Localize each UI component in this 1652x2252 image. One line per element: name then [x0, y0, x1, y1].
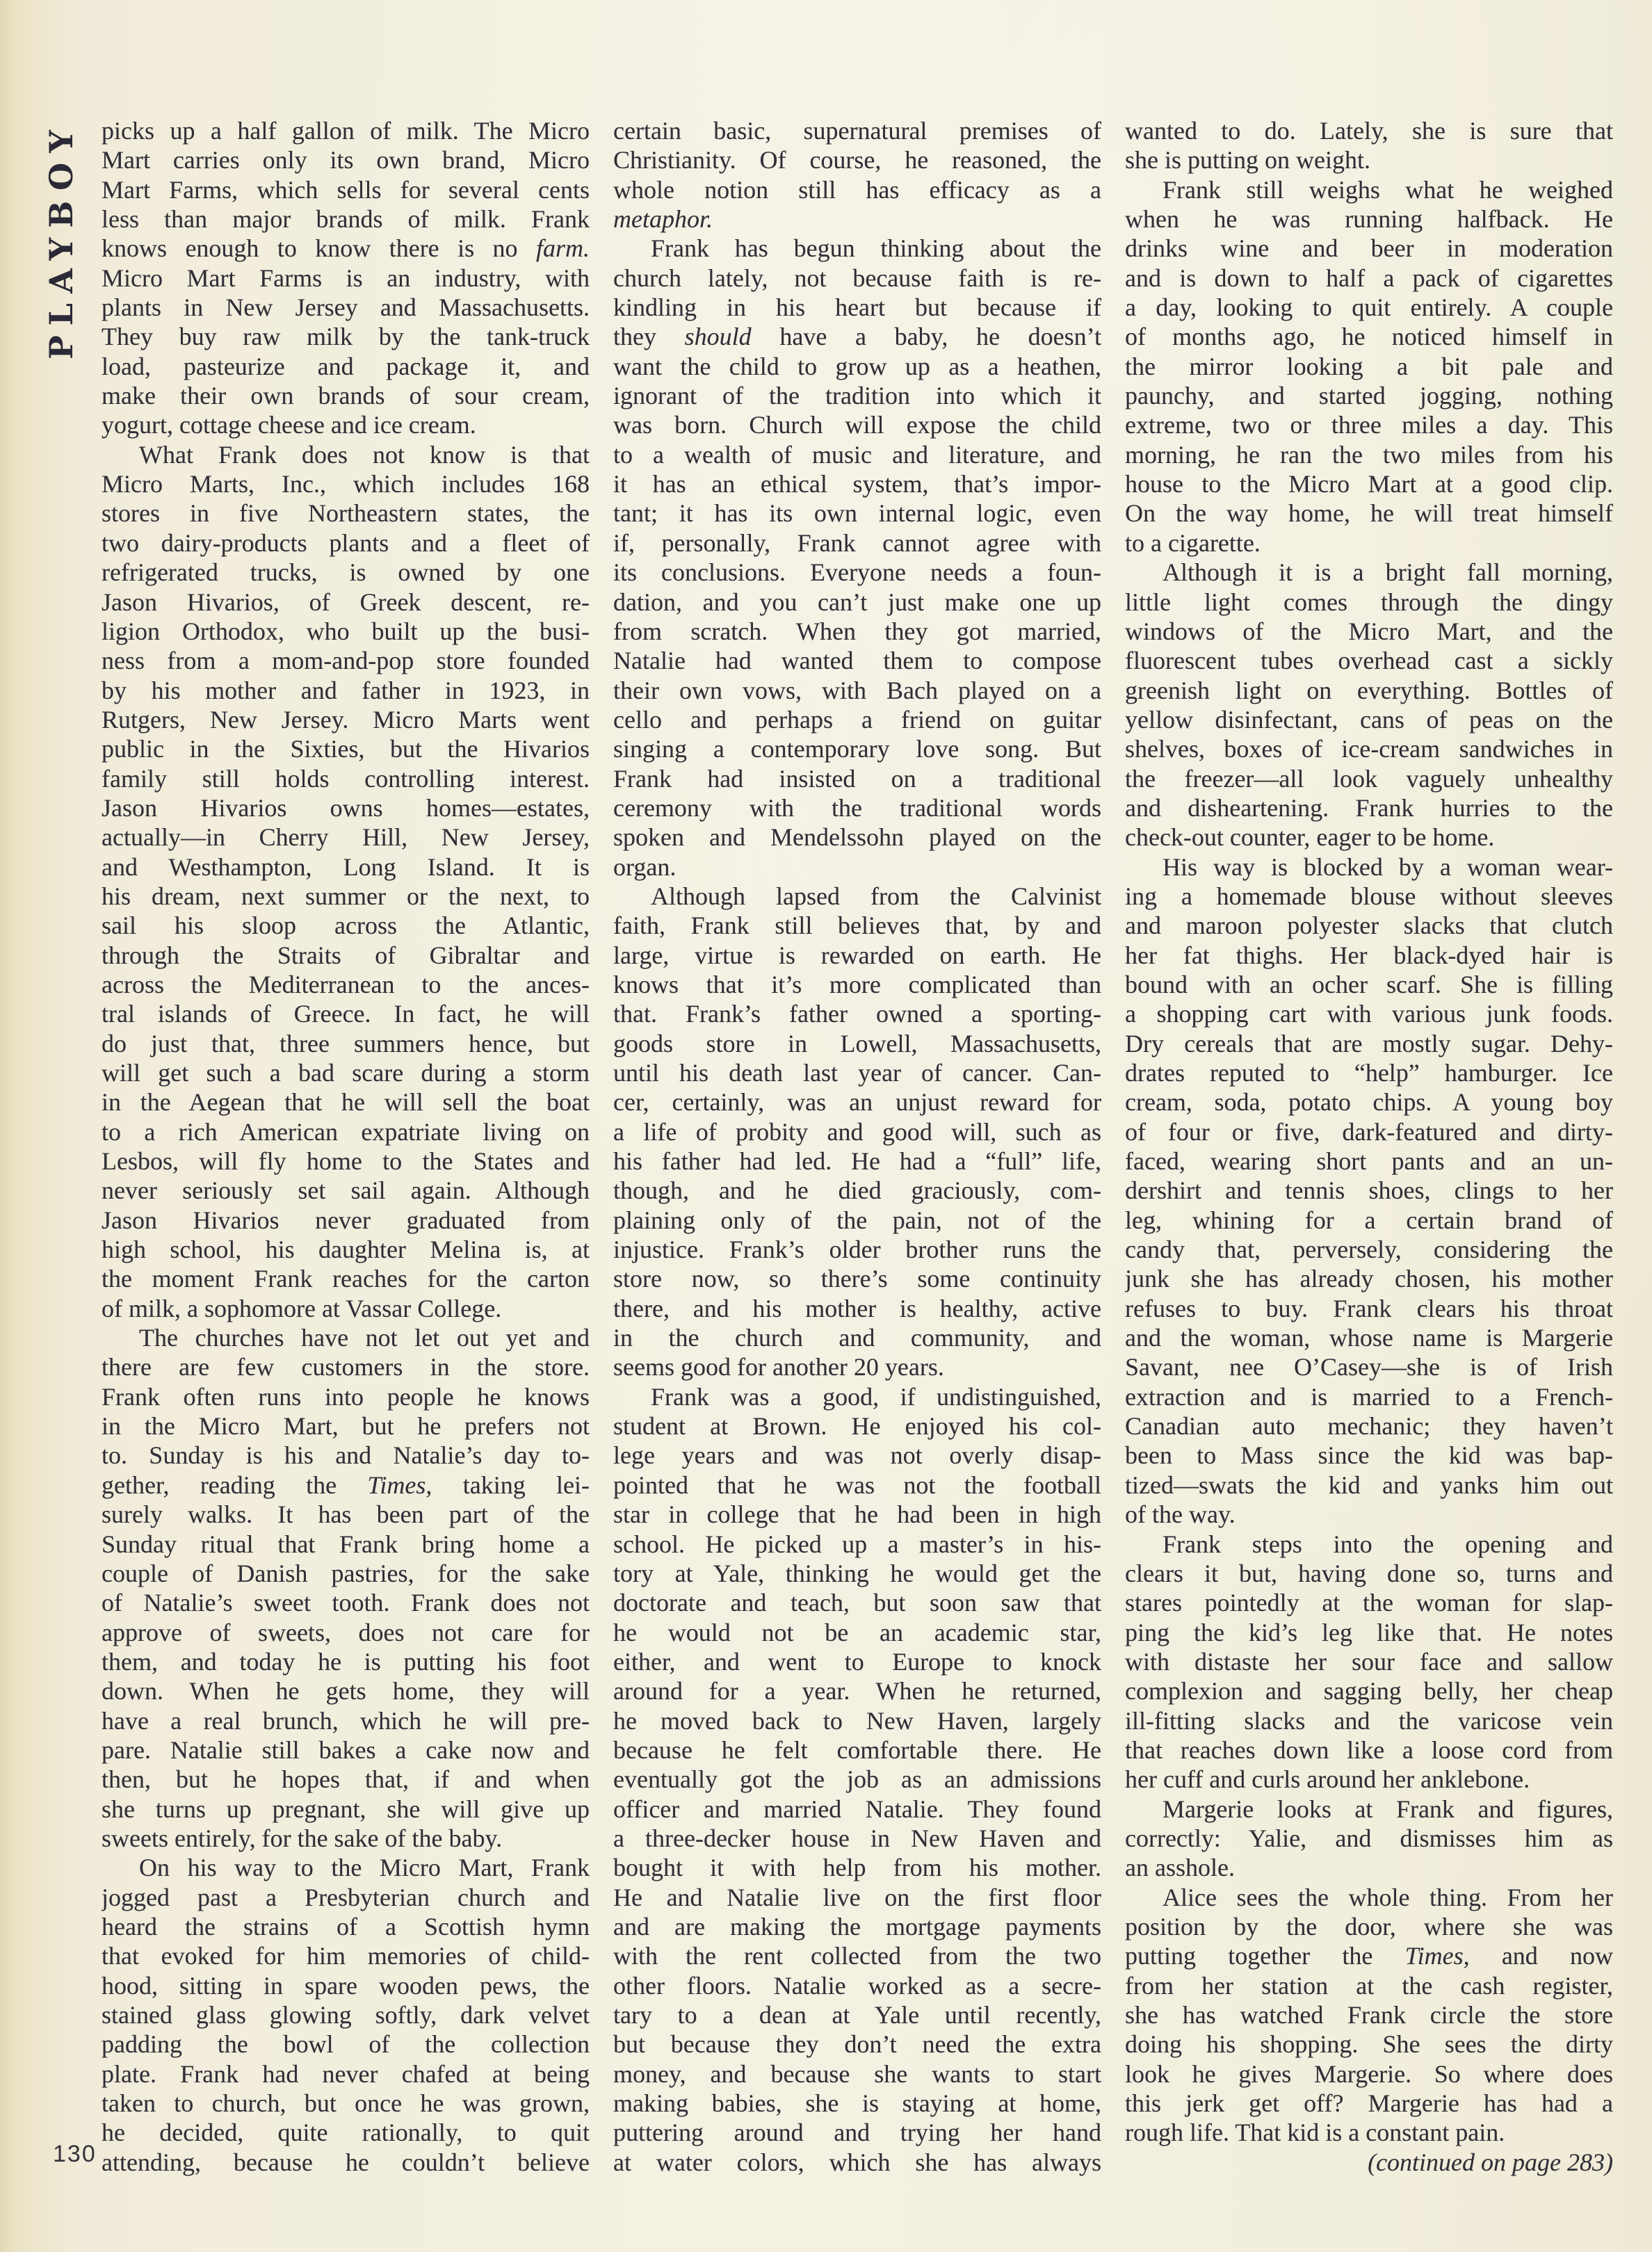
text-line: Savant, nee O’Casey—she is of Irish [1125, 1353, 1613, 1382]
text-line: and are making the mortgage payments [613, 1912, 1101, 1941]
text-line: in the church and community, and [613, 1324, 1101, 1352]
text-line: she turns up pregnant, she will give up [102, 1795, 590, 1823]
text-line: though, and he died graciously, com- [613, 1176, 1101, 1205]
text-line: ceremony with the traditional words [613, 793, 1101, 822]
text-line: tized—swats the kid and yanks him out [1125, 1471, 1613, 1499]
text-line: plants in New Jersey and Massachusetts. [102, 293, 590, 322]
text-line: ping the kid’s leg like that. He notes [1125, 1618, 1613, 1646]
text-line: ill-fitting slacks and the varicose vein [1125, 1706, 1613, 1735]
text-line: couple of Danish pastries, for the sake [102, 1559, 590, 1587]
text-line: a life of probity and good will, such as [613, 1117, 1101, 1146]
text-line: store now, so there’s some continuity [613, 1265, 1101, 1293]
text-line: leg, whining for a certain brand of [1125, 1206, 1613, 1234]
text-line: refrigerated trucks, is owned by one [102, 558, 590, 587]
text-line: money, and because she wants to start [613, 2059, 1101, 2088]
text-line: knows enough to know there is no farm. [102, 234, 590, 263]
text-line: organ. [613, 852, 677, 881]
text-line: a shopping cart with various junk foods. [1125, 1000, 1613, 1028]
text-line: attending, because he couldn’t believe [102, 2148, 590, 2176]
text-line: drinks wine and beer in moderation [1125, 234, 1613, 263]
text-line: and Westhampton, Long Island. It is [102, 852, 590, 881]
text-line: student at Brown. He enjoyed his col- [613, 1412, 1101, 1441]
text-line: that evoked for him memories of child- [102, 1942, 590, 1970]
text-line: its conclusions. Everyone needs a foun- [613, 558, 1101, 587]
text-line: want the child to grow up as a heathen, [613, 352, 1101, 380]
text-line: actually—in Cherry Hill, New Jersey, [102, 823, 590, 852]
page-number: 130 [53, 2141, 97, 2167]
text-line: drates reputed to “help” hamburger. Ice [1125, 1059, 1613, 1087]
text-line: singing a contemporary love song. But [613, 735, 1101, 763]
text-line: position by the door, where she was [1125, 1912, 1613, 1941]
text-line: plate. Frank had never chafed at being [102, 2059, 590, 2088]
text-line: will get such a bad scare during a storm [102, 1059, 590, 1087]
text-line: and maroon polyester slacks that clutch [1125, 912, 1613, 940]
text-line: the moment Frank reaches for the carton [102, 1265, 590, 1293]
text-line: of milk, a sophomore at Vassar College. [102, 1294, 502, 1322]
text-line: candy that, perversely, considering the [1125, 1236, 1613, 1264]
text-line: seems good for another 20 years. [613, 1353, 944, 1382]
text-line: faith, Frank still believes that, by and [613, 912, 1101, 940]
text-line: correctly: Yalie, and dismisses him as [1125, 1824, 1613, 1852]
text-line: Margerie looks at Frank and figures, [1163, 1795, 1613, 1823]
text-line: load, pasteurize and package it, and [102, 352, 590, 380]
text-line: through the Straits of Gibraltar and [102, 941, 590, 969]
text-line: plaining only of the pain, not of the [613, 1206, 1101, 1234]
text-line: Although it is a bright fall morning, [1163, 558, 1613, 587]
text-line: his father had led. He had a “full” life, [613, 1147, 1101, 1176]
text-line: to. Sunday is his and Natalie’s day to- [102, 1441, 590, 1470]
text-line: cello and perhaps a friend on guitar [613, 705, 1101, 734]
text-line: Rutgers, New Jersey. Micro Marts went [102, 705, 590, 734]
text-line: Frank has begun thinking about the [651, 234, 1101, 263]
text-line: sail his sloop across the Atlantic, [102, 912, 590, 940]
text-line: extreme, two or three miles a day. This [1125, 411, 1613, 439]
text-line: officer and married Natalie. They found [613, 1795, 1101, 1823]
text-line: pointed that he was not the football [613, 1471, 1101, 1499]
text-line: Mart carries only its own brand, Micro [102, 146, 590, 175]
text-line: that. Frank’s father owned a sporting- [613, 1000, 1101, 1028]
text-line: making babies, she is staying at home, [613, 2089, 1101, 2118]
magazine-brand-label: PLAYBOY [42, 120, 80, 359]
text-line: with the rent collected from the two [613, 1942, 1101, 1970]
text-line: bought it with help from his mother. [613, 1854, 1101, 1882]
text-line: They buy raw milk by the tank-truck [102, 323, 590, 351]
text-line: her cuff and curls around her anklebone. [1125, 1765, 1530, 1794]
text-line: in the Aegean that he will sell the boat [102, 1088, 590, 1117]
text-line: morning, he ran the two miles from his [1125, 440, 1613, 469]
text-line: stares pointedly at the woman for slap- [1125, 1589, 1613, 1617]
text-line: taken to church, but once he was grown, [102, 2089, 590, 2118]
text-line: yellow disinfectant, cans of peas on the [1125, 705, 1613, 734]
text-line: Jason Hivarios owns homes—estates, [102, 793, 590, 822]
text-line: surely walks. It has been part of the [102, 1500, 590, 1529]
text-line: she is putting on weight. [1125, 146, 1370, 175]
text-line: picks up a half gallon of milk. The Micro [102, 117, 590, 145]
text-line: house to the Micro Mart at a good clip. [1125, 470, 1613, 499]
text-line: Christianity. Of course, he reasoned, the [613, 146, 1101, 175]
text-line: heard the strains of a Scottish hymn [102, 1912, 590, 1941]
text-line: do just that, three summers hence, but [102, 1029, 590, 1058]
text-line: other floors. Natalie worked as a secre- [613, 1971, 1101, 2000]
text-line: cer, certainly, was an unjust reward for [613, 1088, 1101, 1117]
text-line: because he felt comfortable there. He [613, 1735, 1101, 1764]
text-line: On the way home, he will treat himself [1125, 499, 1613, 528]
text-line: bound with an ocher scarf. She is filling [1125, 970, 1613, 998]
text-line: doing his shopping. She sees the dirty [1125, 2030, 1613, 2059]
text-line: when he was running halfback. He [1125, 205, 1613, 234]
text-line: with distaste her sour face and sallow [1125, 1647, 1613, 1676]
text-line: jogged past a Presbyterian church and [102, 1883, 590, 1911]
text-line: their own vows, with Bach played on a [613, 676, 1101, 704]
text-line: Canadian auto mechanic; they haven’t [1125, 1412, 1613, 1441]
text-line: refuses to buy. Frank clears his throat [1125, 1294, 1613, 1322]
text-line: yogurt, cottage cheese and ice cream. [102, 411, 476, 439]
text-line: Lesbos, will fly home to the States and [102, 1147, 590, 1176]
text-line: she has watched Frank circle the store [1125, 2001, 1613, 2029]
text-line: greenish light on everything. Bottles of [1125, 676, 1613, 704]
text-line: Frank still weighs what he weighed [1163, 175, 1613, 204]
text-line: family still holds controlling interest. [102, 764, 590, 793]
text-line: around for a year. When he returned, [613, 1677, 1101, 1706]
text-line: high school, his daughter Melina is, at [102, 1236, 590, 1264]
text-line: Jason Hivarios never graduated from [102, 1206, 590, 1234]
text-line: complexion and sagging belly, her cheap [1125, 1677, 1613, 1706]
text-line: star in college that he had been in high [613, 1500, 1101, 1529]
text-line: a three-decker house in New Haven and [613, 1824, 1101, 1852]
article-columns [102, 116, 1613, 2177]
text-line: pare. Natalie still bakes a cake now and [102, 1735, 590, 1764]
text-line: stores in five Northeastern states, the [102, 499, 590, 528]
text-line: windows of the Micro Mart, and the [1125, 617, 1613, 645]
text-line: of Natalie’s sweet tooth. Frank does not [102, 1589, 590, 1617]
text-line: cream, soda, potato chips. A young boy [1125, 1088, 1613, 1117]
text-line: been to Mass since the kid was bap- [1125, 1441, 1613, 1470]
text-line: to a cigarette. [1125, 528, 1261, 557]
text-line: putting together the Times, and now [1125, 1942, 1613, 1970]
text-line: Although lapsed from the Calvinist [651, 882, 1101, 910]
text-line: lege years and was not overly disap- [613, 1441, 1101, 1470]
text-line: ligion Orthodox, who built up the busi- [102, 617, 590, 645]
text-line: metaphor. [613, 205, 713, 234]
text-line: make their own brands of sour cream, [102, 382, 590, 410]
text-line: kindling in his heart but because if [613, 293, 1101, 322]
text-line: certain basic, supernatural premises of [613, 117, 1101, 145]
text-line: fluorescent tubes overhead cast a sickly [1125, 647, 1613, 675]
text-line: sweets entirely, for the sake of the baby. [102, 1824, 503, 1852]
text-line: On his way to the Micro Mart, Frank [139, 1854, 590, 1882]
text-line: until his death last year of cancer. Can- [613, 1059, 1101, 1087]
text-line: The churches have not let out yet and [139, 1324, 590, 1352]
text-line: and the woman, whose name is Margerie [1125, 1324, 1613, 1352]
text-line: either, and went to Europe to knock [613, 1647, 1101, 1676]
text-line: What Frank does not know is that [139, 440, 590, 469]
text-line: then, but he hopes that, if and when [102, 1765, 590, 1794]
text-line: two dairy-products plants and a fleet of [102, 528, 590, 557]
text-line: whole notion still has efficacy as a [613, 175, 1101, 204]
text-line: of months ago, he noticed himself in [1125, 323, 1613, 351]
text-line: little light comes through the dingy [1125, 588, 1613, 616]
text-line: puttering around and trying her hand [613, 2119, 1101, 2147]
text-line: was born. Church will expose the child [613, 411, 1101, 439]
text-line: padding the bowl of the collection [102, 2030, 590, 2059]
text-line: spoken and Mendelssohn played on the [613, 823, 1101, 852]
text-line: clears it but, having done so, turns and [1125, 1559, 1613, 1587]
text-line: Frank had insisted on a traditional [613, 764, 1101, 793]
text-line: it has an ethical system, that’s impor- [613, 470, 1101, 499]
text-line: check-out counter, eager to be home. [1125, 823, 1495, 852]
text-line: Jason Hivarios, of Greek descent, re- [102, 588, 590, 616]
text-line: tary to a dean at Yale until recently, [613, 2001, 1101, 2029]
text-line: church lately, not because faith is re- [613, 264, 1101, 292]
text-column [613, 116, 1101, 2177]
text-line: gether, reading the Times, taking lei- [102, 1471, 590, 1499]
text-line: shelves, boxes of ice-cream sandwiches in [1125, 735, 1613, 763]
text-line: her fat thighs. Her black-dyed hair is [1125, 941, 1613, 969]
text-line: large, virtue is rewarded on earth. He [613, 941, 1101, 969]
text-line: an asshole. [1125, 1854, 1235, 1882]
text-line: there, and his mother is healthy, active [613, 1294, 1101, 1322]
text-line: Sunday ritual that Frank bring home a [102, 1530, 590, 1558]
text-line: school. He picked up a master’s in his- [613, 1530, 1101, 1558]
text-line: they should have a baby, he doesn’t [613, 323, 1101, 351]
text-line: public in the Sixties, but the Hivarios [102, 735, 590, 763]
text-line: Mart Farms, which sells for several cents [102, 175, 590, 204]
text-line: tant; it has its own internal logic, even [613, 499, 1101, 528]
text-column [102, 116, 590, 2177]
text-line: ing a homemade blouse without sleeves [1125, 882, 1613, 910]
text-line: knows that it’s more complicated than [613, 970, 1101, 998]
text-line: He and Natalie live on the first floor [613, 1883, 1101, 1911]
text-line: from her station at the cash register, [1125, 1971, 1613, 2000]
text-line: Micro Mart Farms is an industry, with [102, 264, 590, 292]
text-line: approve of sweets, does not care for [102, 1618, 590, 1646]
text-line: extraction and is married to a French- [1125, 1382, 1613, 1411]
text-line: Dry cereals that are mostly sugar. Dehy- [1125, 1029, 1613, 1058]
text-line: Micro Marts, Inc., which includes 168 [102, 470, 590, 499]
text-line: goods store in Lowell, Massachusetts, [613, 1029, 1101, 1058]
text-line: across the Mediterranean to the ances- [102, 970, 590, 998]
text-line: rough life. That kid is a constant pain. [1125, 2119, 1505, 2147]
text-line: and is down to half a pack of cigarettes [1125, 264, 1613, 292]
text-line: at water colors, which she has always [613, 2148, 1101, 2176]
text-line: but because they don’t need the extra [613, 2030, 1101, 2059]
text-line: he would not be an academic star, [613, 1618, 1101, 1646]
text-line: paunchy, and started jogging, nothing [1125, 382, 1613, 410]
text-line: hood, sitting in spare wooden pews, the [102, 1971, 590, 2000]
text-line: his dream, next summer or the next, to [102, 882, 590, 910]
text-column [1125, 116, 1613, 2177]
text-line: injustice. Frank’s older brother runs the [613, 1236, 1101, 1264]
text-line: (continued on page 283) [1368, 2148, 1613, 2176]
text-line: dershirt and tennis shoes, clings to her [1125, 1176, 1613, 1205]
text-line: Frank steps into the opening and [1163, 1530, 1613, 1558]
text-line: of four or five, dark-featured and dirty- [1125, 1117, 1613, 1146]
text-line: Frank often runs into people he knows [102, 1382, 590, 1411]
text-line: he moved back to New Haven, largely [613, 1706, 1101, 1735]
text-line: wanted to do. Lately, she is sure that [1125, 117, 1613, 145]
text-line: dation, and you can’t just make one up [613, 588, 1101, 616]
text-line: a day, looking to quit entirely. A couple [1125, 293, 1613, 322]
text-line: the mirror looking a bit pale and [1125, 352, 1613, 380]
text-line: he decided, quite rationally, to quit [102, 2119, 590, 2147]
text-line: down. When he gets home, they will [102, 1677, 590, 1706]
text-line: to a wealth of music and literature, and [613, 440, 1101, 469]
text-line: eventually got the job as an admissions [613, 1765, 1101, 1794]
text-line: tral islands of Greece. In fact, he will [102, 1000, 590, 1028]
magazine-brand-vertical [42, 111, 81, 368]
text-line: of the way. [1125, 1500, 1236, 1529]
text-line: and disheartening. Frank hurries to the [1125, 793, 1613, 822]
text-line: never seriously set sail again. Although [102, 1176, 590, 1205]
text-line: Frank was a good, if undistinguished, [651, 1382, 1101, 1411]
text-line: this jerk get off? Margerie has had a [1125, 2089, 1613, 2118]
text-line: junk she has already chosen, his mother [1125, 1265, 1613, 1293]
text-line: the freezer—all look vaguely unhealthy [1125, 764, 1613, 793]
text-line: tory at Yale, thinking he would get the [613, 1559, 1101, 1587]
text-line: that reaches down like a loose cord from [1125, 1735, 1613, 1764]
text-line: to a rich American expatriate living on [102, 1117, 590, 1146]
text-line: ness from a mom-and-pop store founded [102, 647, 590, 675]
text-line: if, personally, Frank cannot agree with [613, 528, 1101, 557]
text-line: ignorant of the tradition into which it [613, 382, 1101, 410]
text-line: Alice sees the whole thing. From her [1163, 1883, 1613, 1911]
text-line: have a real brunch, which he will pre- [102, 1706, 590, 1735]
text-line: by his mother and father in 1923, in [102, 676, 590, 704]
text-line: look he gives Margerie. So where does [1125, 2059, 1613, 2088]
text-line: His way is blocked by a woman wear- [1163, 852, 1613, 881]
text-line: less than major brands of milk. Frank [102, 205, 590, 234]
text-line: from scratch. When they got married, [613, 617, 1101, 645]
text-line: them, and today he is putting his foot [102, 1647, 590, 1676]
text-line: in the Micro Mart, but he prefers not [102, 1412, 590, 1441]
text-line: Natalie had wanted them to compose [613, 647, 1101, 675]
text-line: there are few customers in the store. [102, 1353, 590, 1382]
text-line: doctorate and teach, but soon saw that [613, 1589, 1101, 1617]
text-line: stained glass glowing softly, dark velvet [102, 2001, 590, 2029]
text-line: faced, wearing short pants and an un- [1125, 1147, 1613, 1176]
